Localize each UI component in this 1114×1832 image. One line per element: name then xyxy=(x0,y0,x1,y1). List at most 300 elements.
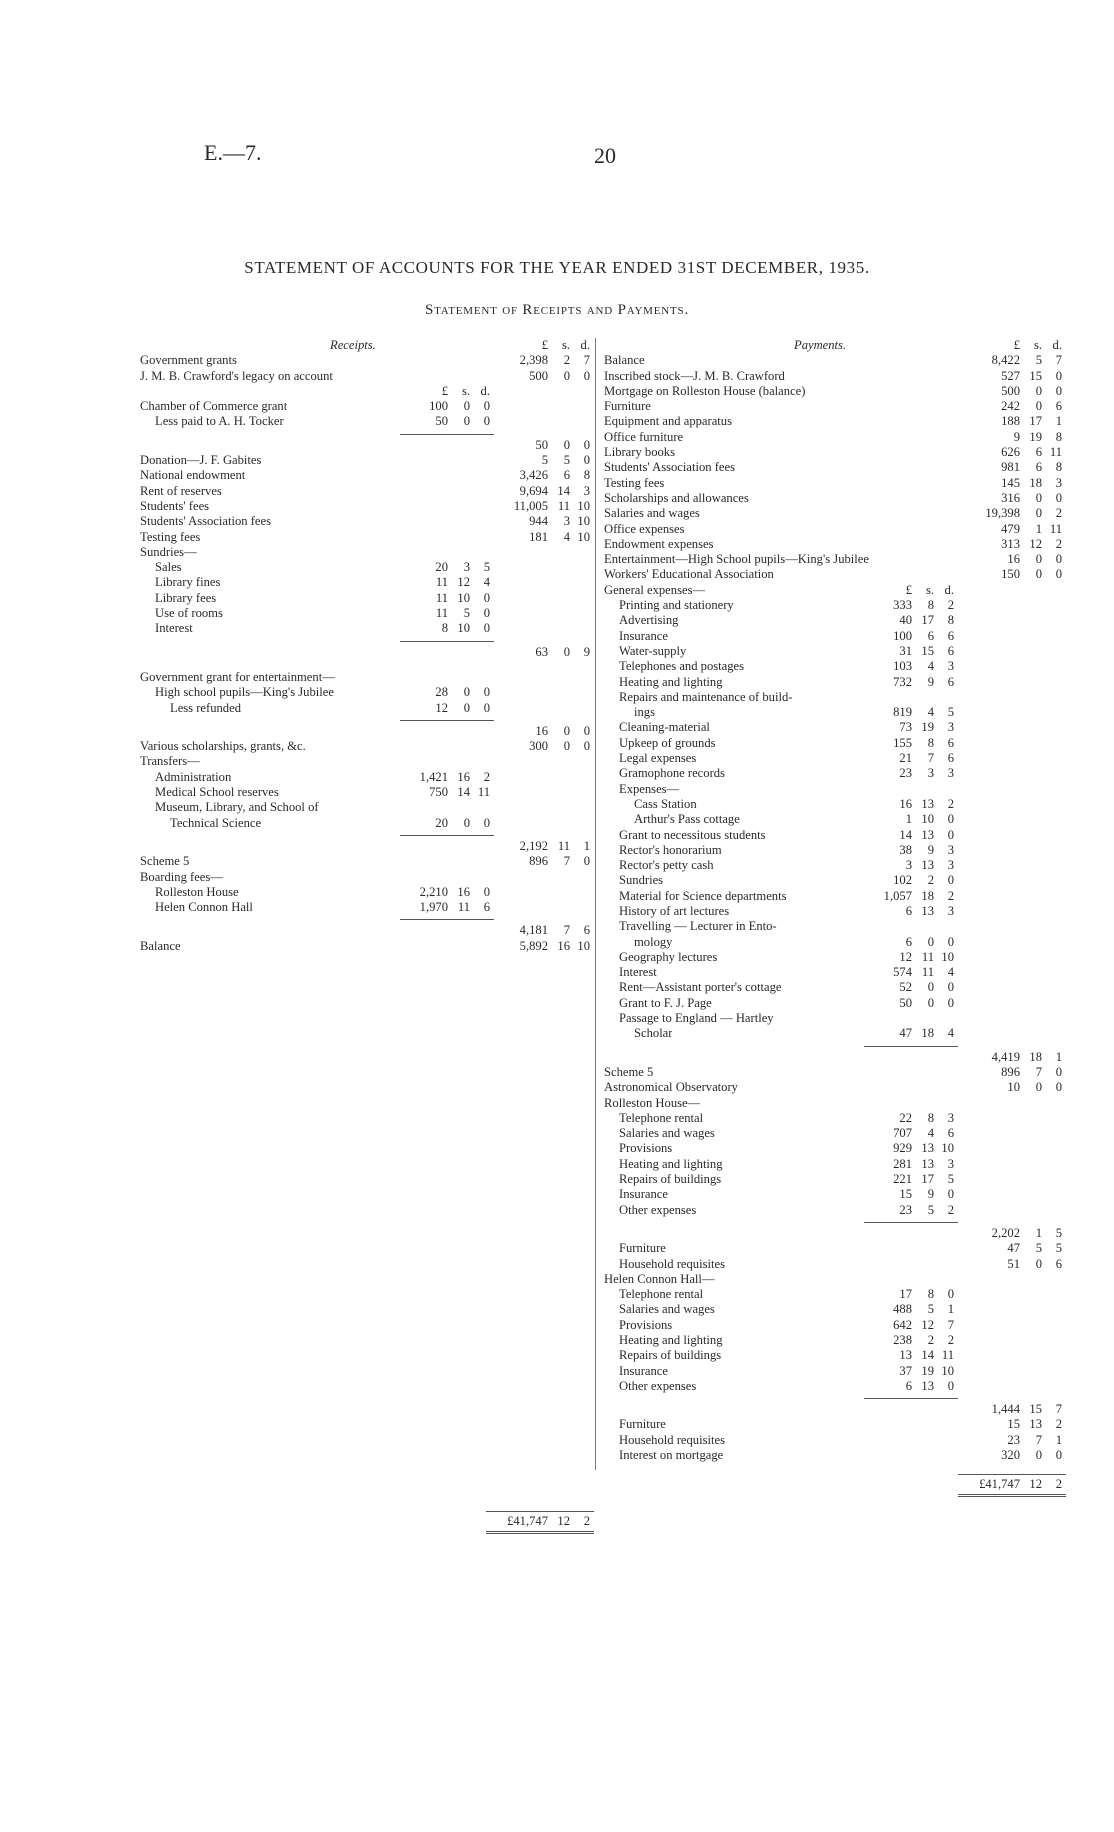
inner-amount-shillings: 10 xyxy=(457,590,470,605)
ledger-label: Scholarships and allowances xyxy=(604,490,749,505)
ledger-label: Students' Association fees xyxy=(604,460,735,475)
inner-amount-pence: 0 xyxy=(483,399,490,414)
ledger-label: Passage to England — Hartley xyxy=(619,1011,774,1026)
ledger-row xyxy=(604,828,1064,843)
ledger-row xyxy=(604,1157,1064,1172)
inner-amount-shillings: 0 xyxy=(463,399,470,414)
ledger-label: Rolleston House— xyxy=(604,1095,701,1110)
inner-amount-pounds: 21 xyxy=(899,751,912,766)
outer-amount-pence: 2 xyxy=(1055,506,1062,521)
ledger-label: Office expenses xyxy=(604,521,685,536)
outer-amount-pounds: 896 xyxy=(529,854,548,869)
inner-amount-shillings: 8 xyxy=(927,735,934,750)
inner-amount-pence: 0 xyxy=(947,934,954,949)
ledger-label: Printing and stationery xyxy=(619,598,734,613)
outer-amount-pounds: 188 xyxy=(1001,414,1020,429)
inner-amount-shillings: 13 xyxy=(921,858,934,873)
ledger-label: Helen Connon Hall— xyxy=(604,1271,715,1286)
statement-title: STATEMENT OF ACCOUNTS FOR THE YEAR ENDED 31ST DECEMBER, 1935. xyxy=(244,258,870,277)
subtotal-rule xyxy=(604,1042,1064,1050)
total-row xyxy=(604,1477,1064,1492)
inner-amount-pence: 0 xyxy=(483,621,490,636)
inner-amount-shillings: 16 xyxy=(457,884,470,899)
ledger-row xyxy=(604,1302,1064,1317)
subtotal-rule xyxy=(140,637,592,645)
ledger-label: Workers' Educational Association xyxy=(604,567,774,582)
inner-amount-shillings: 17 xyxy=(921,613,934,628)
inner-amount-pence: 0 xyxy=(483,606,490,621)
ledger-row xyxy=(604,491,1064,506)
subtotal-rule xyxy=(604,1394,1064,1402)
ledger-row xyxy=(604,1226,1064,1241)
outer-amount-shillings: 5 xyxy=(563,453,570,468)
outer-amount-pounds: 1,444 xyxy=(991,1402,1020,1417)
outer-amount-pence: 6 xyxy=(583,923,590,938)
outer-amount-pence: 10 xyxy=(577,498,590,513)
inner-amount-pounds: 12 xyxy=(435,700,448,715)
outer-amount-shillings: 3 xyxy=(563,514,570,529)
ledger-label: Donation—J. F. Gabites xyxy=(140,453,262,468)
outer-amount-pence: 1 xyxy=(1055,1432,1062,1447)
document-reference: E.—7. xyxy=(204,140,262,165)
ledger-row xyxy=(604,858,1064,873)
inner-amount-pounds: 6 xyxy=(905,903,912,918)
ledger-label: Balance xyxy=(140,938,181,953)
ledger-label: Museum, Library, and School of xyxy=(155,800,319,815)
ledger-row xyxy=(604,369,1064,384)
ledger-row xyxy=(604,1026,1064,1041)
grand-total-shillings: 12 xyxy=(1029,1477,1042,1492)
inner-amount-shillings: 19 xyxy=(921,1363,934,1378)
outer-amount-pence: 2 xyxy=(1055,536,1062,551)
total-double-rule xyxy=(958,1494,1066,1497)
outer-amount-pence: 5 xyxy=(1055,1225,1062,1240)
outer-amount-shillings: 7 xyxy=(1035,1432,1042,1447)
ledger-row xyxy=(140,770,592,785)
inner-amount-pounds: 52 xyxy=(899,980,912,995)
inner-amount-pounds: 50 xyxy=(899,995,912,1010)
inner-amount-pounds: 23 xyxy=(899,766,912,781)
outer-amount-pence: 0 xyxy=(583,854,590,869)
inner-amount-pounds: 23 xyxy=(899,1202,912,1217)
inner-money-heading-pence: d. xyxy=(480,383,490,398)
ledger-label: Geography lectures xyxy=(619,949,718,964)
ledger-row xyxy=(604,1448,1064,1463)
inner-amount-shillings: 6 xyxy=(927,628,934,643)
ledger-label: Astronomical Observatory xyxy=(604,1080,738,1095)
ledger-label: Advertising xyxy=(619,613,679,628)
ledger-row xyxy=(604,598,1064,613)
inner-amount-pounds: 732 xyxy=(893,674,912,689)
ledger-row xyxy=(140,353,592,368)
inner-amount-pence: 11 xyxy=(477,785,490,800)
inner-amount-shillings: 4 xyxy=(927,659,934,674)
inner-amount-shillings: 16 xyxy=(457,769,470,784)
outer-amount-shillings: 0 xyxy=(1035,399,1042,414)
inner-amount-pence: 6 xyxy=(947,751,954,766)
inner-amount-pence: 2 xyxy=(947,1202,954,1217)
ledger-row xyxy=(604,659,1064,674)
inner-amount-shillings: 13 xyxy=(921,903,934,918)
inner-amount-shillings: 18 xyxy=(921,1026,934,1041)
ledger-label: Use of rooms xyxy=(155,606,223,621)
inner-amount-pence: 3 xyxy=(947,659,954,674)
outer-amount-shillings: 6 xyxy=(1035,445,1042,460)
ledger-label: Grant to F. J. Page xyxy=(619,995,712,1010)
inner-amount-pounds: 1,421 xyxy=(419,769,448,784)
ledger-label: Rolleston House xyxy=(155,884,239,899)
ledger-row xyxy=(140,591,592,606)
inner-money-heading-shillings: s. xyxy=(461,383,470,398)
ledger-label: Provisions xyxy=(619,1141,673,1156)
outer-amount-shillings: 0 xyxy=(1035,567,1042,582)
ledger-row xyxy=(604,552,1064,567)
outer-amount-pounds: 500 xyxy=(529,368,548,383)
ledger-label: Furniture xyxy=(604,399,651,414)
outer-amount-pounds: 150 xyxy=(1001,567,1020,582)
subtotal-line xyxy=(864,1222,958,1223)
inner-amount-pounds: 6 xyxy=(905,934,912,949)
outer-amount-pence: 6 xyxy=(1055,399,1062,414)
inner-amount-pence: 5 xyxy=(947,705,954,720)
inner-money-heading-pence: d. xyxy=(944,582,954,597)
inner-amount-pence: 11 xyxy=(941,1348,954,1363)
inner-amount-shillings: 10 xyxy=(921,812,934,827)
outer-amount-shillings: 16 xyxy=(557,938,570,953)
inner-amount-pence: 4 xyxy=(947,1026,954,1041)
outer-amount-pence: 1 xyxy=(583,838,590,853)
ledger-label: National endowment xyxy=(140,468,246,483)
section-heading: Payments. xyxy=(794,338,847,352)
ledger-row xyxy=(140,800,592,815)
inner-money-heading-row xyxy=(140,384,592,399)
total-double-rule xyxy=(486,1531,594,1534)
outer-amount-pounds: 9,694 xyxy=(519,483,548,498)
ledger-label: Provisions xyxy=(619,1317,673,1332)
ledger-label: Insurance xyxy=(619,1187,668,1202)
ledger-row xyxy=(140,621,592,636)
subtotal-line xyxy=(400,835,494,836)
inner-amount-pounds: 707 xyxy=(893,1126,912,1141)
ledger-row xyxy=(604,782,1064,797)
ledger-row xyxy=(604,1417,1064,1432)
subtotal-rule xyxy=(604,1218,1064,1226)
outer-amount-pounds: 19,398 xyxy=(985,506,1020,521)
inner-amount-shillings: 0 xyxy=(463,700,470,715)
ledger-label: Interest xyxy=(619,965,657,980)
outer-amount-pounds: 4,419 xyxy=(991,1049,1020,1064)
outer-amount-pence: 9 xyxy=(583,644,590,659)
outer-amount-shillings: 19 xyxy=(1029,429,1042,444)
total-spacer xyxy=(140,954,592,1514)
inner-amount-pounds: 1,970 xyxy=(419,900,448,915)
outer-amount-pounds: 479 xyxy=(1001,521,1020,536)
ledger-row xyxy=(604,1141,1064,1156)
ledger-row xyxy=(140,560,592,575)
ledger-row xyxy=(604,445,1064,460)
outer-amount-shillings: 7 xyxy=(1035,1064,1042,1079)
inner-amount-pence: 2 xyxy=(947,888,954,903)
inner-amount-shillings: 0 xyxy=(463,414,470,429)
outer-amount-shillings: 1 xyxy=(1035,521,1042,536)
inner-amount-pounds: 11 xyxy=(435,590,448,605)
ledger-row xyxy=(604,980,1064,995)
outer-amount-shillings: 0 xyxy=(1035,1448,1042,1463)
ledger-row xyxy=(604,1348,1064,1363)
ledger-label: Equipment and apparatus xyxy=(604,414,732,429)
inner-amount-pounds: 103 xyxy=(893,659,912,674)
ledger-row xyxy=(604,1433,1064,1448)
outer-amount-pence: 0 xyxy=(1055,383,1062,398)
ledger-label: Office furniture xyxy=(604,429,684,444)
outer-amount-pounds: 181 xyxy=(529,529,548,544)
ledger-label: General expenses— xyxy=(604,582,706,597)
ledger-label: Material for Science departments xyxy=(619,888,787,903)
outer-amount-shillings: 7 xyxy=(563,854,570,869)
subtotal-rule xyxy=(140,831,592,839)
section-heading: Receipts. xyxy=(330,338,376,352)
inner-amount-pounds: 20 xyxy=(435,815,448,830)
outer-amount-pence: 6 xyxy=(1055,1256,1062,1271)
inner-amount-pounds: 15 xyxy=(899,1187,912,1202)
inner-amount-pence: 2 xyxy=(947,796,954,811)
ledger-row xyxy=(604,889,1064,904)
outer-amount-pounds: 242 xyxy=(1001,399,1020,414)
outer-amount-pence: 7 xyxy=(583,353,590,368)
inner-amount-pence: 5 xyxy=(483,560,490,575)
ledger-row xyxy=(604,950,1064,965)
ledger-row xyxy=(140,530,592,545)
inner-amount-pence: 0 xyxy=(483,685,490,700)
outer-amount-shillings: 18 xyxy=(1029,1049,1042,1064)
outer-amount-pence: 0 xyxy=(1055,490,1062,505)
payments-column xyxy=(604,338,1064,1493)
ledger-row xyxy=(604,1402,1064,1417)
inner-amount-shillings: 19 xyxy=(921,720,934,735)
inner-amount-pounds: 47 xyxy=(899,1026,912,1041)
ledger-label: Other expenses xyxy=(619,1202,697,1217)
outer-amount-pence: 7 xyxy=(1055,1402,1062,1417)
inner-amount-pence: 3 xyxy=(947,1110,954,1125)
ledger-label: Rector's honorarium xyxy=(619,842,722,857)
outer-amount-shillings: 0 xyxy=(563,723,570,738)
inner-amount-pence: 0 xyxy=(947,1378,954,1393)
ledger-row xyxy=(604,537,1064,552)
outer-amount-shillings: 2 xyxy=(563,353,570,368)
ledger-label: Legal expenses xyxy=(619,751,697,766)
ledger-row xyxy=(140,816,592,831)
inner-amount-shillings: 11 xyxy=(921,965,934,980)
inner-amount-shillings: 13 xyxy=(921,1156,934,1171)
ledger-label: Other expenses xyxy=(619,1378,697,1393)
outer-amount-pence: 7 xyxy=(1055,353,1062,368)
inner-amount-pence: 8 xyxy=(947,613,954,628)
inner-amount-pence: 0 xyxy=(483,700,490,715)
ledger-row xyxy=(604,904,1064,919)
outer-amount-pence: 0 xyxy=(1055,1448,1062,1463)
outer-amount-shillings: 6 xyxy=(1035,460,1042,475)
outer-amount-pounds: 316 xyxy=(1001,490,1020,505)
grand-total-pence: 2 xyxy=(1055,1477,1062,1492)
ledger-label: Technical Science xyxy=(170,815,262,830)
outer-amount-pence: 10 xyxy=(577,938,590,953)
outer-amount-pounds: 4,181 xyxy=(519,923,548,938)
ledger-row xyxy=(140,514,592,529)
outer-amount-pence: 0 xyxy=(1055,368,1062,383)
inner-amount-shillings: 11 xyxy=(921,949,934,964)
outer-amount-pounds: 15 xyxy=(1007,1417,1020,1432)
inner-amount-pence: 0 xyxy=(947,995,954,1010)
inner-amount-shillings: 0 xyxy=(927,980,934,995)
outer-amount-pounds: 527 xyxy=(1001,368,1020,383)
outer-amount-pence: 8 xyxy=(1055,460,1062,475)
inner-amount-pounds: 6 xyxy=(905,1378,912,1393)
inner-amount-pounds: 11 xyxy=(435,606,448,621)
inner-amount-pounds: 12 xyxy=(899,949,912,964)
ledger-label: Cass Station xyxy=(634,796,697,811)
inner-amount-pence: 6 xyxy=(483,900,490,915)
ledger-row xyxy=(604,1111,1064,1126)
ledger-label: ings xyxy=(634,705,655,720)
outer-amount-pence: 11 xyxy=(1049,521,1062,536)
ledger-label: Heating and lighting xyxy=(619,1333,723,1347)
ledger-label: Less paid to A. H. Tocker xyxy=(155,414,284,429)
outer-amount-shillings: 4 xyxy=(563,529,570,544)
inner-amount-pence: 0 xyxy=(947,812,954,827)
inner-amount-pence: 5 xyxy=(947,1172,954,1187)
ledger-row xyxy=(604,873,1064,888)
ledger-label: Telephone rental xyxy=(619,1287,704,1302)
inner-amount-pence: 3 xyxy=(947,842,954,857)
ledger-row xyxy=(604,353,1064,368)
inner-amount-shillings: 3 xyxy=(463,560,470,575)
subtotal-line xyxy=(864,1398,958,1399)
inner-amount-pence: 2 xyxy=(947,1333,954,1347)
ledger-label: Interest on mortgage xyxy=(619,1448,724,1463)
ledger-row xyxy=(140,724,592,739)
ledger-row xyxy=(604,751,1064,766)
inner-amount-pounds: 750 xyxy=(429,785,448,800)
ledger-label: Sundries— xyxy=(140,544,197,559)
ledger-row xyxy=(604,1287,1064,1302)
ledger-row xyxy=(140,685,592,700)
inner-money-heading-shillings: s. xyxy=(925,582,934,597)
ledger-row xyxy=(604,843,1064,858)
ledger-label: Rent of reserves xyxy=(140,483,222,498)
outer-amount-shillings: 5 xyxy=(1035,1241,1042,1256)
inner-amount-shillings: 14 xyxy=(457,785,470,800)
outer-amount-pounds: 5,892 xyxy=(519,938,548,953)
ledger-label: Household requisites xyxy=(619,1432,725,1447)
ledger-row xyxy=(140,839,592,854)
ledger-row xyxy=(140,575,592,590)
inner-amount-pence: 2 xyxy=(947,598,954,613)
outer-amount-pounds: 981 xyxy=(1001,460,1020,475)
outer-amount-pence: 3 xyxy=(1055,475,1062,490)
ledger-row xyxy=(140,854,592,869)
outer-amount-pounds: 11,005 xyxy=(513,498,548,513)
payments-heading-row xyxy=(604,338,1064,353)
outer-amount-pounds: 3,426 xyxy=(519,468,548,483)
inner-amount-pounds: 333 xyxy=(893,598,912,613)
ledger-label: Salaries and wages xyxy=(619,1302,715,1317)
ledger-row xyxy=(604,1172,1064,1187)
ledger-label: Medical School reserves xyxy=(155,785,279,800)
outer-amount-pounds: 10 xyxy=(1007,1080,1020,1095)
inner-amount-shillings: 8 xyxy=(927,1287,934,1302)
ledger-label: Less refunded xyxy=(170,700,241,715)
inner-amount-shillings: 8 xyxy=(927,1110,934,1125)
ledger-label: Insurance xyxy=(619,1363,668,1378)
ledger-row xyxy=(604,1065,1064,1080)
outer-amount-pence: 0 xyxy=(583,739,590,754)
inner-amount-pounds: 100 xyxy=(893,628,912,643)
ledger-label: Scheme 5 xyxy=(140,854,190,869)
outer-amount-pence: 2 xyxy=(1055,1417,1062,1432)
ledger-label: Balance xyxy=(604,353,645,368)
ledger-row xyxy=(604,567,1064,582)
inner-amount-pence: 0 xyxy=(947,827,954,842)
subtotal-rule xyxy=(140,430,592,438)
ledger-label: High school pupils—King's Jubilee xyxy=(155,685,334,700)
spacer xyxy=(140,660,592,670)
inner-amount-shillings: 2 xyxy=(927,1333,934,1347)
total-row xyxy=(140,1514,592,1529)
outer-amount-pounds: 8,422 xyxy=(991,353,1020,368)
ledger-row xyxy=(604,736,1064,751)
ledger-label: Expenses— xyxy=(619,781,680,796)
inner-amount-pounds: 1 xyxy=(905,812,912,827)
ledger-label: Travelling — Lecturer in Ento- xyxy=(619,919,777,934)
inner-amount-pence: 2 xyxy=(483,769,490,784)
ledger-row xyxy=(604,1011,1064,1026)
grand-total-pounds: £41,747 xyxy=(507,1513,548,1528)
inner-amount-pounds: 574 xyxy=(893,965,912,980)
ledger-label: Transfers— xyxy=(140,754,200,769)
inner-amount-pence: 4 xyxy=(947,965,954,980)
grand-total-pence: 2 xyxy=(583,1513,590,1528)
ledger-row xyxy=(604,384,1064,399)
inner-amount-pence: 10 xyxy=(941,1141,954,1156)
inner-amount-shillings: 12 xyxy=(457,575,470,590)
inner-amount-shillings: 9 xyxy=(927,674,934,689)
inner-amount-pounds: 37 xyxy=(899,1363,912,1378)
outer-amount-pence: 0 xyxy=(583,368,590,383)
ledger-label: mology xyxy=(634,934,673,949)
inner-amount-shillings: 0 xyxy=(927,934,934,949)
ledger-row xyxy=(604,1333,1064,1348)
subtotal-rule xyxy=(140,716,592,724)
inner-amount-pounds: 22 xyxy=(899,1110,912,1125)
ledger-row xyxy=(140,453,592,468)
outer-amount-pence: 3 xyxy=(583,483,590,498)
outer-amount-pounds: 313 xyxy=(1001,536,1020,551)
inner-amount-shillings: 10 xyxy=(457,621,470,636)
ledger-label: Boarding fees— xyxy=(140,869,223,884)
inner-amount-pence: 3 xyxy=(947,858,954,873)
outer-amount-pence: 8 xyxy=(583,468,590,483)
inner-amount-pence: 0 xyxy=(947,1187,954,1202)
inner-amount-shillings: 4 xyxy=(927,1126,934,1141)
ledger-row xyxy=(604,399,1064,414)
column-divider xyxy=(595,338,596,1470)
ledger-row xyxy=(604,1126,1064,1141)
ledger-row xyxy=(140,754,592,769)
inner-amount-pence: 3 xyxy=(947,903,954,918)
ledger-row xyxy=(140,606,592,621)
outer-amount-shillings: 13 xyxy=(1029,1417,1042,1432)
ledger-row xyxy=(140,545,592,560)
